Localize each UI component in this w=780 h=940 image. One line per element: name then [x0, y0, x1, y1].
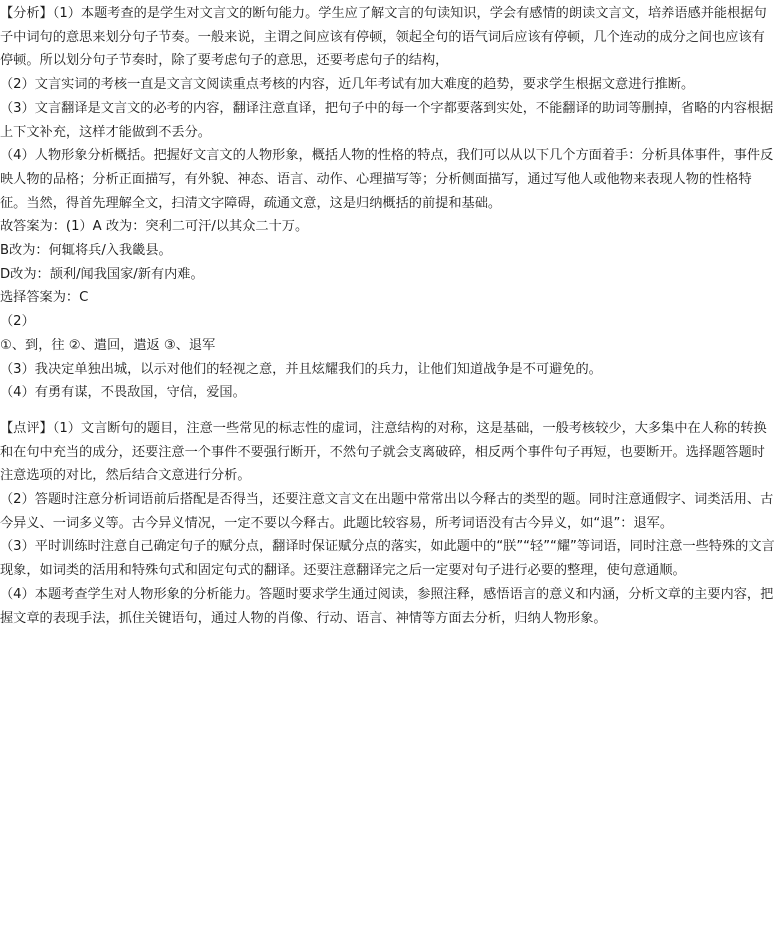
answer-line-2: B改为：何辄将兵/入我畿县。 — [0, 243, 172, 259]
review-paragraph-4: （4）本题考查学生对人物形象的分析能力。答题时要求学生通过阅读，参照注释，感悟语言的意义和内涵，分析文章的主要内容，把握文章的表现手法，抓住关键语句，通过人物的肖像、行动、语言、神情等方面去分析，归纳人物形象。 — [0, 586, 774, 626]
analysis-paragraph-3: （3）文言翻译是文言文的必考的内容，翻译注意直译，把句子中的每一个字都要落到实处，不能翻译的助词等删掉，省略的内容根据上下文补充，这样才能做到不丢分。 — [0, 100, 774, 140]
answer-line-7: （3）我决定单独出城，以示对他们的轻视之意，并且炫耀我们的兵力，让他们知道战争是不可避免的。 — [0, 361, 602, 377]
analysis-paragraph-1: 【分析】（1）本题考查的是学生对文言文的断句能力。学生应了解文言的句读知识，学会有感情的朗读文言文，培养语感并能根据句子中词句的意思来划分句子节奏。一般来说，主谓之间应该有停顿，领起全句的语气词后应该有停顿，几个连动的成分之间也应该有停顿。所以划分句子节奏时，除了要考虑句子的意思，还要考虑句子的结构， — [0, 6, 767, 69]
answer-line-4: 选择答案为：C — [0, 290, 89, 306]
answer-line-8: （4）有勇有谋，不畏敌国，守信，爱国。 — [0, 385, 246, 401]
analysis-section — [0, 2, 778, 215]
analysis-paragraph-2: （2）文言实词的考核一直是文言文阅读重点考核的内容，近几年考试有加大难度的趋势，要求学生根据文意进行推断。 — [0, 77, 695, 93]
section-gap — [0, 405, 778, 417]
answer-line-6: ①、到，往 ②、遣回，遣返 ③、退军 — [0, 337, 216, 353]
review-paragraph-1: 【点评】（1）文言断句的题目，注意一些常见的标志性的虚词，注意结构的对称，这是基础，一般考核较少，大多集中在人称的转换和在句中充当的成分，还要注意一个事件不要强行断开，不然句子就会支离破碎，相反两个事件句子再短，也要断开。选择题答题时注意选项的对比，然后结合文意进行分析。 — [0, 420, 767, 484]
answer-content — [0, 2, 778, 630]
review-paragraph-3: （3）平时训练时注意自己确定句子的赋分点，翻译时保证赋分点的落实，如此题中的“朕”“轻”“耀”等词语，同时注意一些特殊的文言现象，如词类的活用和特殊句式和固定句式的翻译。还要注意翻译完之后一定要对句子进行必要的整理，使句意通顺。 — [0, 539, 775, 579]
answer-line-3: D改为：颉利/闻我国家/新有内难。 — [0, 266, 204, 282]
answer-line-1: 故答案为：(1）A 改为：突利二可汗/以其众二十万。 — [0, 219, 309, 235]
answer-line-5: （2） — [0, 314, 35, 330]
review-section — [0, 417, 778, 630]
answers-section — [0, 215, 778, 405]
analysis-paragraph-4: （4）人物形象分析概括。把握好文言文的人物形象，概括人物的性格的特点，我们可以从以下几个方面着手：分析具体事件，事件反映人物的品格；分析正面描写，有外貌、神态、语言、动作、心理描写等；分析侧面描写，通过写他人或他物来表现人物的性格特征。当然，得首先理解全文，扫清文字障碍，疏通文意，这是归纳概括的前提和基础。 — [0, 148, 774, 211]
review-paragraph-2: （2）答题时注意分析词语前后搭配是否得当，还要注意文言文在出题中常常出以今释古的类型的题。同时注意通假字、词类活用、古今异义、一词多义等。古今异义情况，一定不要以今释古。此题比较容易，所考词语没有古今异义，如“退”：退军。 — [0, 492, 774, 531]
